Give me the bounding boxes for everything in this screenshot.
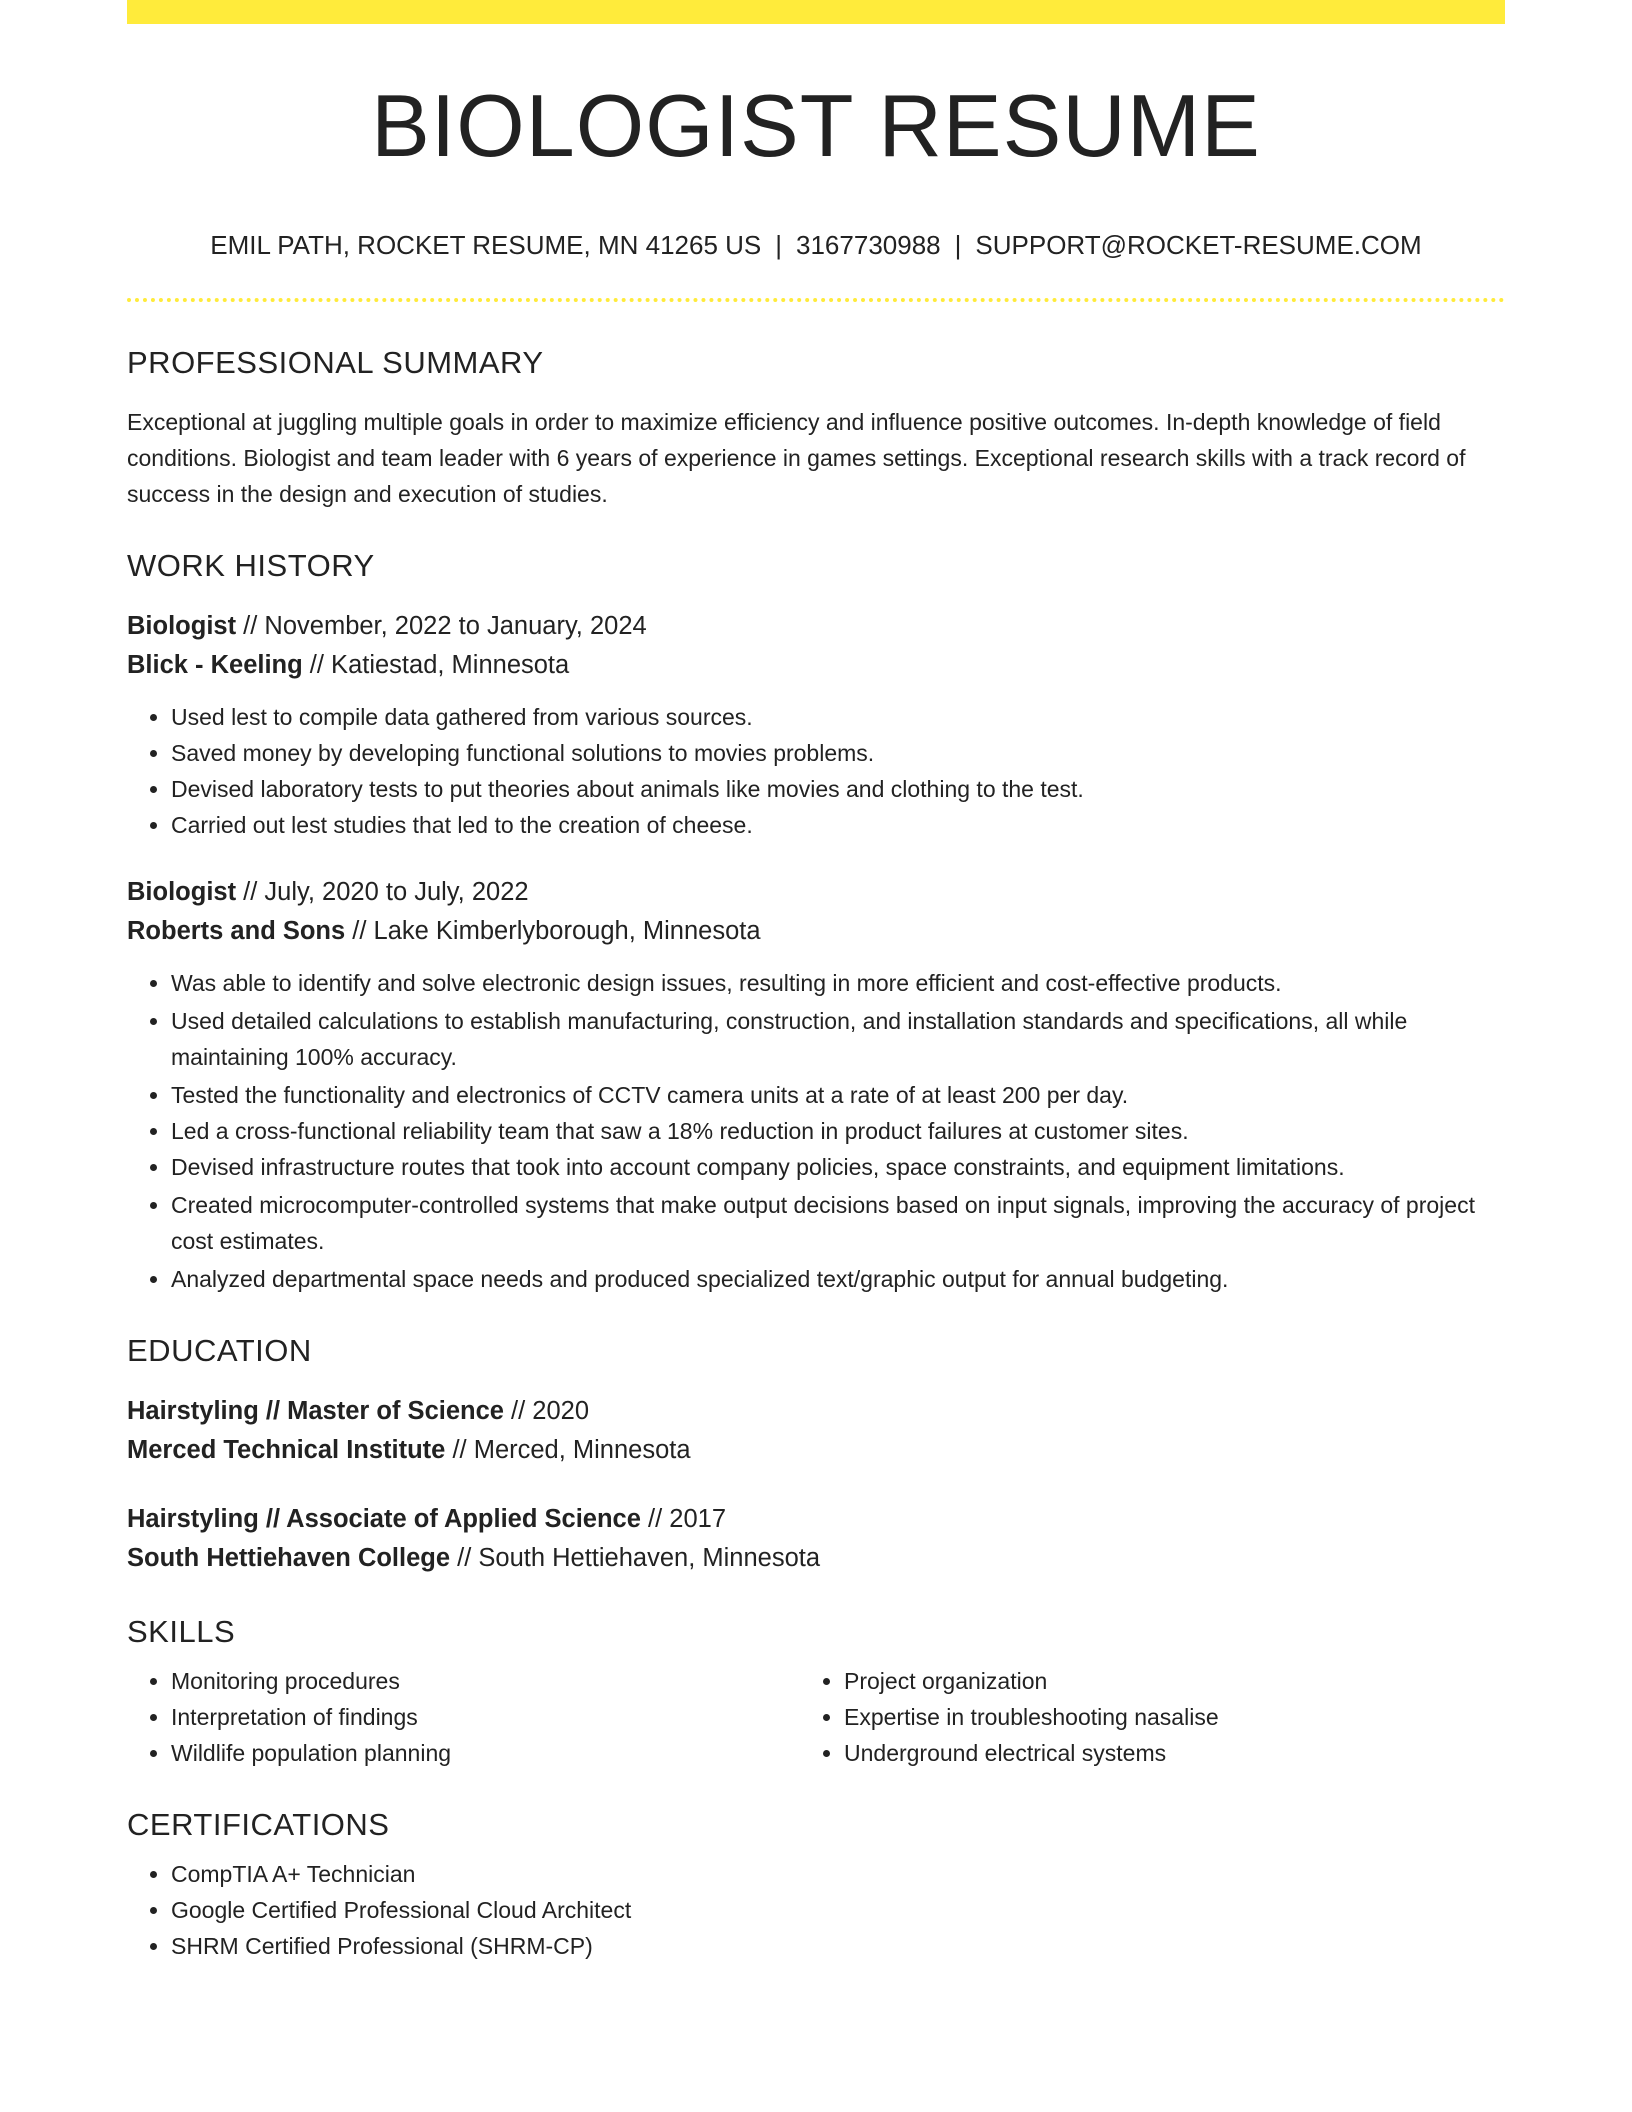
job-title-line (127, 873, 1505, 912)
degree-line (127, 1392, 1505, 1431)
resume-title: BIOLOGIST RESUME (371, 76, 1261, 175)
dotted-divider (127, 298, 1505, 302)
school: Merced Technical Institute (127, 1436, 446, 1464)
job-bullets (127, 965, 1505, 1297)
job-dates: // July, 2020 to July, 2022 (236, 878, 529, 906)
list-item: • Interpretation of findings (171, 1699, 800, 1735)
list-item: • Created microcomputer-controlled systems that make output decisions based on input signals, improving the accuracy of project cost estimates. (171, 1187, 1505, 1259)
job-company-line (127, 646, 1505, 685)
job-entry (127, 607, 1505, 843)
job-dates: // November, 2022 to January, 2024 (236, 612, 647, 640)
job-entry (127, 873, 1505, 1297)
summary-text: Exceptional at juggling multiple goals in order to maximize efficiency and influence positive outcomes. In-depth knowledge of field conditions. Biologist and team leader with 6 years of experience in games settings. Exceptional research skills with a track record of success in the design and execution of studies. (127, 409, 1466, 507)
list-item: • Carried out lest studies that led to the creation of cheese. (171, 807, 1505, 843)
contact-separator: | (954, 230, 962, 260)
education-entry (127, 1392, 1505, 1470)
skills-columns (127, 1663, 1505, 1771)
list-item: • Analyzed departmental space needs and produced specialized text/graphic output for annual budgeting. (171, 1261, 1505, 1297)
job-title-line (127, 607, 1505, 646)
school-line (127, 1539, 1505, 1578)
list-item: • Saved money by developing functional solutions to movies problems. (171, 735, 1505, 771)
contact-separator: | (775, 230, 783, 260)
list-item: • Project organization (844, 1663, 1505, 1699)
contact-phone: 3167730988 (796, 230, 941, 260)
education-entry (127, 1500, 1505, 1578)
job-company: Blick - Keeling (127, 651, 303, 679)
job-title: Biologist (127, 878, 237, 906)
job-company: Roberts and Sons (127, 917, 346, 945)
list-item: • CompTIA A+ Technician (171, 1856, 1505, 1892)
job-company-line (127, 912, 1505, 951)
list-item: • SHRM Certified Professional (SHRM-CP) (171, 1928, 1505, 1964)
school: South Hettiehaven College (127, 1544, 451, 1572)
list-item: • Google Certified Professional Cloud Architect (171, 1892, 1505, 1928)
degree: Hairstyling // Master of Science (127, 1397, 504, 1425)
certifications-list (127, 1856, 1505, 1964)
skills-left-list (127, 1663, 800, 1771)
contact-email: SUPPORT@ROCKET-RESUME.COM (975, 230, 1422, 260)
degree-line (127, 1500, 1505, 1539)
list-item: • Devised laboratory tests to put theories about animals like movies and clothing to the test. (171, 771, 1505, 807)
job-bullets (127, 699, 1505, 843)
list-item: • Used lest to compile data gathered from various sources. (171, 699, 1505, 735)
list-item: • Devised infrastructure routes that took into account company policies, space constraints, and equipment limitations. (171, 1149, 1505, 1185)
degree: Hairstyling // Associate of Applied Science (127, 1505, 641, 1533)
list-item: • Expertise in troubleshooting nasalise (844, 1699, 1505, 1735)
education-heading: EDUCATION (127, 1333, 312, 1368)
list-item: • Monitoring procedures (171, 1663, 800, 1699)
list-item: • Underground electrical systems (844, 1735, 1505, 1771)
accent-top-bar (127, 0, 1505, 24)
degree-year: // 2017 (640, 1505, 727, 1533)
job-title: Biologist (127, 612, 237, 640)
list-item: • Wildlife population planning (171, 1735, 800, 1771)
summary-heading: PROFESSIONAL SUMMARY (127, 345, 544, 380)
skills-right-list (800, 1663, 1505, 1771)
list-item: • Was able to identify and solve electronic design issues, resulting in more efficient and cost-effective products. (171, 965, 1505, 1001)
list-item: • Led a cross-functional reliability team that saw a 18% reduction in product failures at customer sites. (171, 1113, 1505, 1149)
list-item: • Used detailed calculations to establish manufacturing, construction, and installation standards and specifications, all while maintaining 100% accuracy. (171, 1003, 1505, 1075)
job-location: // Lake Kimberlyborough, Minnesota (345, 917, 761, 945)
school-location: // Merced, Minnesota (445, 1436, 691, 1464)
contact-line (127, 232, 1505, 258)
list-item: • Tested the functionality and electronics of CCTV camera units at a rate of at least 200 per day. (171, 1077, 1505, 1113)
contact-address: EMIL PATH, ROCKET RESUME, MN 41265 US (210, 230, 762, 260)
school-line (127, 1431, 1505, 1470)
skills-heading: SKILLS (127, 1614, 236, 1649)
work-history-heading: WORK HISTORY (127, 548, 375, 583)
degree-year: // 2020 (503, 1397, 590, 1425)
resume-page (127, 0, 1505, 1964)
school-location: // South Hettiehaven, Minnesota (450, 1544, 821, 1572)
job-location: // Katiestad, Minnesota (302, 651, 570, 679)
certifications-heading: CERTIFICATIONS (127, 1807, 390, 1842)
